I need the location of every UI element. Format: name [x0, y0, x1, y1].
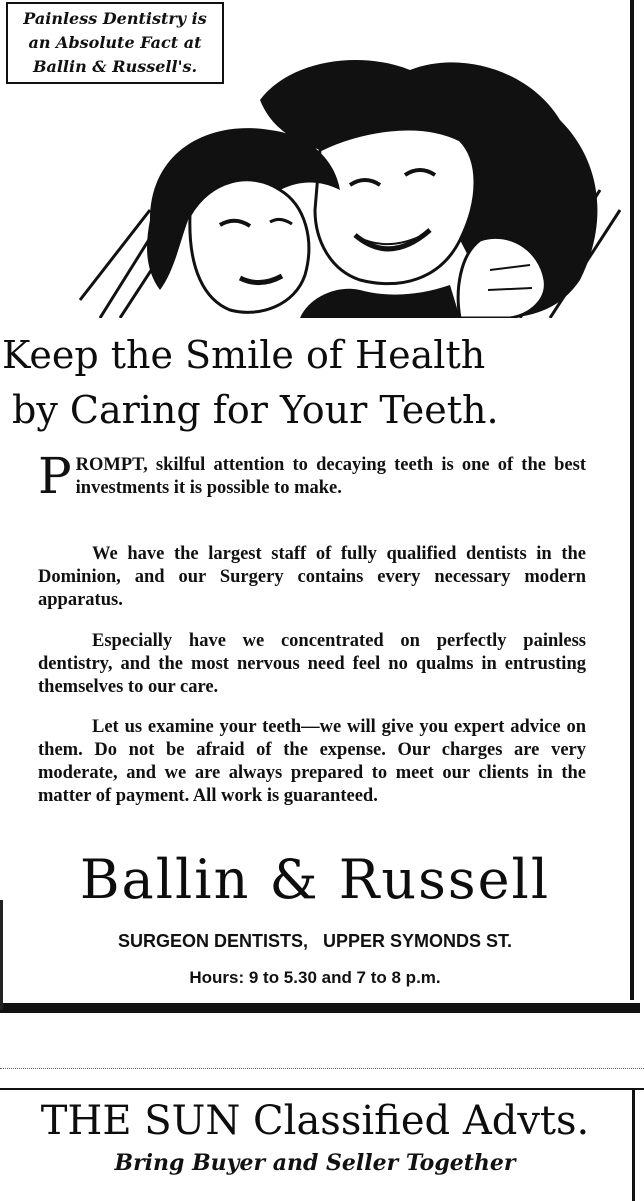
body-paragraph-3 [38, 630, 586, 699]
body-paragraph-1 [38, 447, 586, 505]
paragraph-text: Especially have we concentrated on perfectly painless dentistry, and the most nervous need feel no qualms in entrusting themselves to our care. [38, 631, 586, 697]
tagline-box [6, 2, 224, 84]
body-paragraph-4 [38, 716, 586, 808]
paragraph-text: ROMPT, skilful attention to decaying teeth is one of the best investments it is possible to make. [75, 455, 586, 498]
woman-face [190, 180, 309, 313]
man-face [315, 129, 475, 284]
tagline-line: Painless Dentistry is [23, 9, 207, 28]
classified-title: THE SUN Classified Advts. [40, 1098, 590, 1144]
classified-subtitle: Bring Buyer and Seller Together [114, 1150, 516, 1176]
headline-line-2: by Caring for Your Teeth. [12, 388, 499, 432]
tagline-line: Ballin & Russell's. [32, 57, 198, 76]
page-divider [0, 1068, 644, 1069]
office-hours: Hours: 9 to 5.30 and 7 to 8 p.m. [189, 968, 441, 987]
drop-cap: P [38, 447, 72, 505]
ad-border-right [630, 0, 634, 1000]
headline-line-1: Keep the Smile of Health [2, 333, 486, 377]
tagline-line: an Absolute Fact at [28, 33, 202, 52]
collar [300, 285, 460, 318]
ad-border-bottom [0, 1003, 640, 1013]
ad-border-left [0, 900, 3, 1010]
paragraph-text: Let us examine your teeth—we will give you expert advice on them. Do not be afraid of the expense. Our charges are very moderate, and we are always prepared to meet our clients in the matter of payment. All work is guaranteed. [38, 717, 586, 806]
firm-name: Ballin & Russell [79, 848, 551, 911]
paragraph-text: We have the largest staff of fully qualified dentists in the Dominion, and our Surgery contains every necessary modern apparatus. [38, 544, 586, 610]
classified-border-right [632, 1088, 635, 1201]
firm-subtitle: SURGEON DENTISTS, UPPER SYMONDS ST. [117, 931, 513, 951]
body-paragraph-2 [38, 543, 586, 612]
